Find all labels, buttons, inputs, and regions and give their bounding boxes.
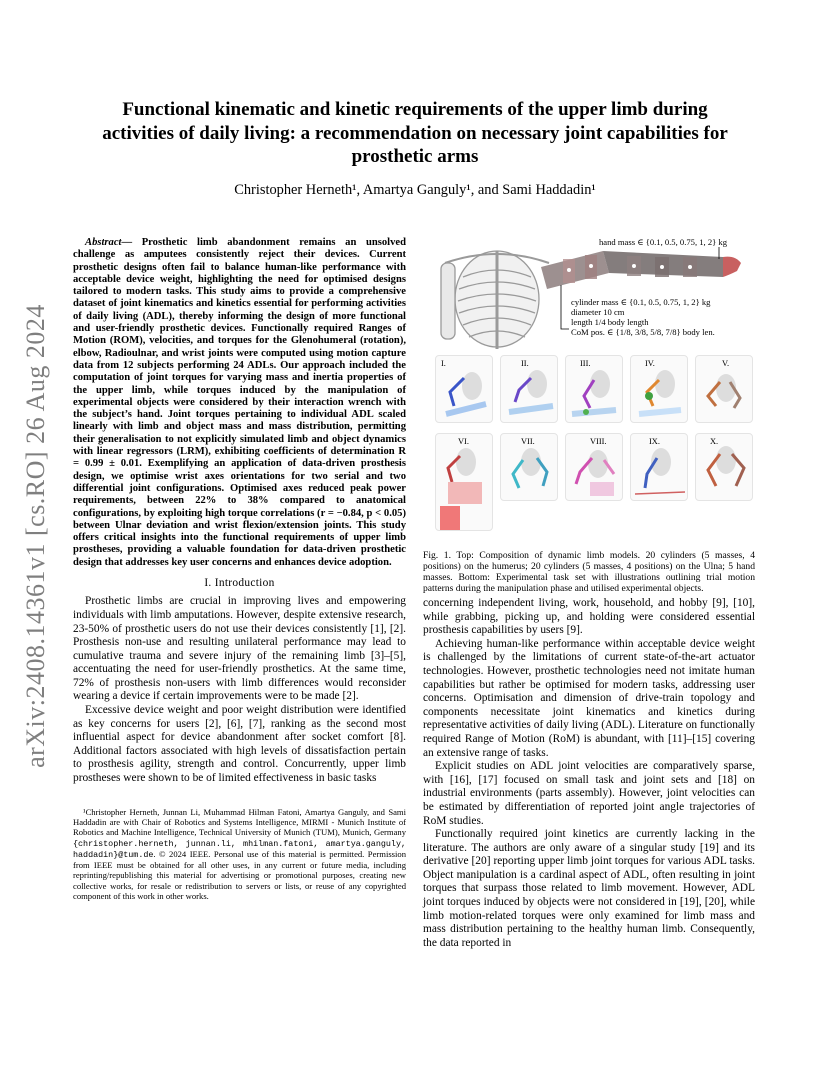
paper-title: Functional kinematic and kinetic requirements of the upper limb during activities of daily living: a recommendation on necessary joint capabilities for prosthetic arms — [102, 99, 728, 167]
affiliation-footnote — [73, 807, 406, 902]
task-label: VI. — [458, 437, 469, 446]
intro-paragraph: Functionally required joint kinetics are currently lacking in the literature. The authors are only aware of a singular study [19] and its derivative [20] reporting upper limb joint torques for various ADL tasks. Object manipulation is a cardinal aspect of ADL, often resulting in joint torques that surpass those related to limb movement. However, ADL joint torques induced by objects were not considered in [19], [20], while limb motion-related torques were only examined for limb mass and mass distribution pertaining to the healthy human limb. Consequently, the data reported in — [423, 828, 755, 949]
task-illustration — [501, 356, 558, 423]
cylinder-diameter-label: diameter 10 cm — [571, 307, 625, 317]
task-label: X. — [710, 437, 719, 446]
ribcage-illustration — [441, 251, 549, 349]
intro-paragraph: Explicit studies on ADL joint velocities are comparatively sparse, with [16], [17] focused on small task and joint sets and [18] on industrial environments (parts assembly). However, joint velocities can be estimated by differentiation of reported joint angle trajectories of RoM studies. — [423, 760, 755, 827]
task-label: VII. — [521, 437, 535, 446]
abstract — [73, 237, 406, 569]
introduction-left — [73, 595, 406, 785]
task-label: IX. — [649, 437, 660, 446]
task-panel — [630, 355, 688, 423]
task-label: I. — [441, 359, 446, 368]
cylinder-length-label: length 1/4 body length — [571, 317, 649, 327]
figure-1 — [423, 237, 755, 544]
copyright-text: . © 2024 IEEE. Personal use of this material is permitted. Permission from IEEE must be obtained for all other uses, in any current or future media, including reprinting/republishing this material for advertising or promotional purposes, creating new collective works, for resale or redistribution to servers or lists, or reuse of any copyrighted component of this work in other works. — [73, 848, 406, 901]
task-illustration — [436, 434, 493, 531]
task-label: V. — [722, 359, 730, 368]
intro-paragraph: Achieving human-like performance within acceptable device weight is challenged by the limitations of current state-of-the-art actuator technologies. However, prosthetic technologies need not imitate human capabilities but rather be optimised for modern tasks, addressing user concerns. Optimisation and dimension of drive-train topology and components necessitate joint kinematics and kinetics during representative activities of daily living (ADL). Literature on functionally required Range of Motion (RoM) is abundant, with [11]–[15] covering an extensive range of tasks. — [423, 637, 755, 759]
author-list: Christopher Herneth¹, Amartya Ganguly¹, and Sami Haddadin¹ — [234, 182, 596, 198]
author-emails: {christopher.herneth, junnan.li, mhilman.fatoni, amartya.ganguly, haddadin}@tum.de — [73, 838, 406, 860]
section-heading-introduction: I. Introduction — [204, 577, 275, 590]
task-illustration — [631, 356, 688, 423]
intro-paragraph: concerning independent living, work, household, and hobby [9], [10], while grabbing, picking up, and holding were considered essential prosthesis capabilities by users [9]. — [423, 597, 755, 637]
left-column — [73, 237, 406, 901]
hand-mass-label: hand mass ∈ {0.1, 0.5, 0.75, 1, 2} kg — [599, 237, 727, 247]
right-column — [423, 237, 755, 950]
arxiv-id-text: arXiv:2408.14361v1 [cs.RO] 26 Aug 2024 — [21, 304, 51, 768]
task-panel — [500, 433, 558, 501]
introduction-right — [423, 597, 755, 950]
hand-icon — [723, 257, 741, 277]
figure-caption: Fig. 1. Top: Composition of dynamic limb models. 20 cylinders (5 masses, 4 positions) on the humerus; 20 cylinders (5 masses, 4 positions) on the Ulna; 5 hand masses. Bottom: Experimental task set with illustrations outlining trial motion patterns during the manipulation phase and utilised experimental objects. — [423, 550, 755, 594]
task-panel — [695, 355, 753, 423]
task-panel — [565, 355, 623, 423]
task-illustration — [696, 434, 753, 501]
intro-paragraph: Excessive device weight and poor weight distribution were identified as key concerns for users [2], [6], [7], ranking as the second most influential aspect for device abandonment after socket comfort [8]. Additional factors associated with high levels of dissatisfaction pertain to prosthesis agility, strength and control. Concurrently, upper limb prostheses were shown to be of limited effectiveness in basic tasks — [73, 704, 406, 785]
task-panel — [500, 355, 558, 423]
task-panel — [695, 433, 753, 501]
cylinder-mass-label: cylinder mass ∈ {0.1, 0.5, 0.75, 1, 2} kg — [571, 297, 711, 307]
task-illustration — [566, 356, 623, 423]
arxiv-identifier — [6, 0, 66, 1072]
task-panel — [630, 433, 688, 501]
task-label: II. — [521, 359, 529, 368]
abstract-text: — Prosthetic limb abandonment remains an unsolved challenge as amputees consistently reject their devices. Current prosthetic designs often fail to balance human-like performance with acceptable device weight, highlighting the need for optimised designs tailored to modern tasks. This study aims to provide a comprehensive dataset of joint kinematics and kinetics essential for performing activities of daily living (ADL), thereby informing the design of more functional and user-friendly prosthetic devices. Functionally required Ranges of Motion (ROM), velocities, and torques for the Glenohumeral (rotation), elbow, Radioulnar, and wrist joints were computed using motion capture data from 12 subjects performing 24 ADLs. Our approach included the computation of joint torques for varying mass and inertia properties of the upper limb, while torques induced by the manipulation of experimental objects were considered by their interaction wrench with the subject’s hand. Joint torques pertaining to individual ADL scaled linearly with limb and object mass and mass distribution, permitting their generalisation to not explicitly simulated limb and object dynamics with linear regressors (LRM), exhibiting coefficients of determination R = 0.99 ± 0.01. Exemplifying an application of data-driven prosthesis design, we optimise wrist axes orientations for two serial and two differential joint configurations. Optimised axes reduced peak power requirements, between 22% to 38% compared to anatomical configurations, by exploiting high torque correlations (r = −0.84, p < 0.05) between Ulnar deviation and wrist flexion/extension joints. This study offers critical insights into the functional requirements of upper limb prostheses, providing a valuable foundation for data-driven prosthetic design that addresses key user concerns and enhances device adoption. — [73, 237, 406, 568]
task-panel — [565, 433, 623, 501]
task-label: IV. — [645, 359, 655, 368]
com-position-label: CoM pos. ∈ {1/8, 3/8, 5/8, 7/8} body len. — [571, 327, 715, 337]
intro-paragraph: Prosthetic limbs are crucial in improving lives and empowering individuals with limb amputations. However, despite extensive research, 23-50% of prosthetic users do not use their devices consistently [1], [2]. Prosthesis non-use and resulting unilateral performance may lead to cumulative trauma and severe injury of the remaining limb [3]–[5], accentuating the need for user-friendly prosthetics. At the same time, 72% of prosthesis non-users with limb differences would reconsider wearing a device if certain improvements were to be made [2]. — [73, 595, 406, 703]
task-panel — [435, 433, 493, 531]
abstract-lead: Abstract — [85, 237, 122, 248]
task-label: III. — [580, 359, 591, 368]
task-label: VIII. — [590, 437, 607, 446]
footnote-text: ¹Christopher Herneth, Junnan Li, Muhammad Hilman Fatoni, Amartya Ganguly, and Sami Haddadin are with Chair of Robotics and Systems Intelligence, MIRMI - Munich Institute of Robotics and Machine Intelligence, Technical University of Munich (TUM), Munich, Germany — [73, 806, 406, 838]
task-panel — [435, 355, 493, 423]
